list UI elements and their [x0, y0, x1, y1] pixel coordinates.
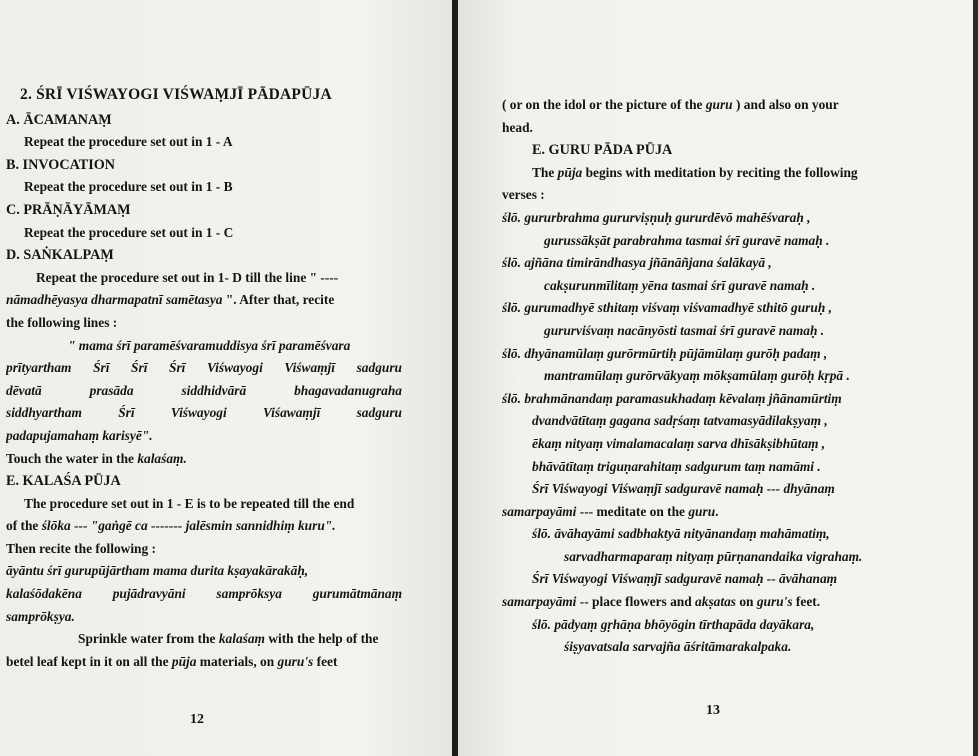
sankalpa-verse-line: " mama śrī paramēśvaramuddisya śrī paramēśvara	[68, 337, 351, 353]
section-e-heading: E. KALAŚA PŪJA	[6, 473, 121, 490]
verse-line: cakṣurunmīlitaṃ yēna tasmai śrī guravē namaḥ .	[544, 277, 816, 293]
avahana-verse-line: sarvadharmaparaṃ nityaṃ pūrṇanandaika vigrahaṃ.	[564, 548, 863, 564]
page-title: 2. ŚRĪ VIŚWAYOGI VIŚWAṂJĪ PĀDAPŪJA	[20, 86, 332, 103]
sanskrit-word: kalaśaṃ	[218, 631, 265, 647]
sanskrit-word: guru	[688, 503, 716, 519]
text-run: materials, on	[196, 653, 278, 669]
text-run: .	[715, 503, 719, 519]
section-d-line	[6, 289, 402, 312]
sanskrit-word: pūja	[171, 653, 197, 669]
text-run: feet.	[792, 594, 821, 610]
verse-line: ślō. gurumadhyē sthitaṃ viśvaṃ viśvamadhyē sthitō guruḥ ,	[502, 300, 832, 316]
avahana-line	[502, 591, 960, 614]
text-run: ". After that, recite	[222, 292, 335, 308]
sankalpa-verse-line: dēvatā prasāda siddhidvārā bhagavadanugraha	[6, 382, 402, 398]
sankalpa-verse-line: padapujamahaṃ karisyē".	[6, 427, 153, 443]
intro-line	[502, 162, 960, 185]
section-d-line	[6, 448, 402, 471]
verse-line: dvandvātītaṃ gagana sadṛśaṃ tatvamasyādilakṣyaṃ ,	[532, 413, 828, 429]
section-e-line: Then recite the following :	[6, 540, 157, 556]
text-run: Sprinkle water from the	[78, 631, 219, 647]
left-page-content	[6, 84, 402, 673]
sanskrit-word: guru's	[756, 594, 793, 610]
verse-line: ślō. dhyānamūlaṃ gurōrmūrtiḥ pūjāmūlaṃ gurōḥ padaṃ ,	[502, 345, 828, 361]
sanskrit-word: akṣatas	[695, 594, 736, 610]
text-run: ) and also on your	[732, 97, 839, 112]
section-c-heading: C. PRĀṆĀYĀMAṂ	[6, 201, 131, 218]
section-d-line: Repeat the procedure set out in 1- D till the line " ----	[36, 269, 339, 285]
padya-verse-line: ślō. pādyaṃ gṛhāṇa bhōyōgin tīrthapāda dayākara,	[532, 616, 815, 632]
sanskrit-word: pūja	[557, 164, 583, 180]
text-run: with the help of the	[264, 631, 379, 647]
section-e-line	[6, 628, 402, 651]
sanskrit-word: samarpayāmi	[502, 503, 577, 519]
sankalpa-verse-line: siddhyartham Śrī Viśwayogi Viśawaṃjī sadguru	[6, 405, 402, 421]
section-c-text: Repeat the procedure set out in 1 - C	[24, 224, 234, 240]
verse-line: mantramūlaṃ gurōrvākyaṃ mōkṣamūlaṃ gurōḥ kṛpā .	[544, 368, 850, 384]
section-d-heading: D. SAṄKALPAṂ	[6, 247, 114, 264]
section-d-line: the following lines :	[6, 314, 118, 330]
verse-line: ēkaṃ nityaṃ vimalamacalaṃ sarva dhīsākṣibhūtaṃ ,	[532, 435, 826, 451]
sanskrit-word: kalaśaṃ.	[137, 450, 187, 466]
verse-line: gururviśvaṃ nacānyōsti tasmai śrī guravē namaḥ .	[544, 322, 825, 338]
section-a-text: Repeat the procedure set out in 1 - A	[24, 134, 233, 150]
intro-line: verses :	[502, 187, 545, 203]
section-b-heading: B. INVOCATION	[6, 156, 116, 173]
kalasa-verse-line: samprōkṣya.	[6, 608, 75, 624]
left-page	[0, 0, 452, 756]
kalasa-verse-line: kalaśōdakēna pujādravyāni samprōksya gurumātmānaṃ	[6, 586, 402, 602]
dhyanam-line: Śrī Viśwayogi Viśwaṃjī sadguravē namaḥ --- dhyānaṃ	[532, 481, 835, 497]
text-run: The	[532, 164, 558, 180]
verse-line: bhāvātītaṃ triguṇarahitaṃ sadgurum taṃ namāmi .	[532, 458, 821, 474]
section-e-line	[6, 515, 402, 538]
section-e-line: The procedure set out in 1 - E is to be repeated till the end	[24, 495, 355, 511]
page-number: 13	[706, 703, 720, 718]
sanskrit-word: samarpayāmi	[502, 594, 577, 610]
text-run: of the	[6, 518, 42, 534]
text-run: begins with meditation by reciting the following	[582, 164, 858, 180]
dhyanam-line	[502, 501, 960, 524]
sankalpa-verse-line: prītyartham Śrī Śrī Śrī Viśwayogi Viśwaṃjī sadguru	[6, 360, 402, 376]
right-page	[458, 0, 973, 756]
sanskrit-phrase: nāmadhēyasya dharmapatnī samētasya	[6, 292, 223, 308]
continued-line	[502, 94, 960, 117]
continued-line: head.	[502, 119, 533, 135]
text-run: betel leaf kept in it on all the	[6, 653, 172, 669]
text-run: feet	[313, 653, 338, 669]
text-run: --- meditate on the	[576, 503, 689, 519]
verse-line: gurussākṣāt parabrahma tasmai śrī guravē namaḥ .	[544, 232, 830, 248]
section-e-line	[6, 651, 402, 674]
padya-verse-line: śiṣyavatsala sarvajña āśritāmarakalpaka.	[564, 639, 792, 655]
page-number: 12	[190, 712, 204, 727]
text-run: on	[735, 594, 757, 610]
sanskrit-word: guru's	[277, 653, 314, 669]
avahana-line: Śrī Viśwayogi Viśwaṃjī sadguravē namaḥ -- āvāhanaṃ	[532, 571, 838, 587]
right-page-content	[502, 94, 960, 659]
sanskrit-word: guru	[705, 97, 733, 112]
sanskrit-phrase: ślōka --- "gaṅgē ca ------- jalēsmin sannidhiṃ kuru".	[41, 518, 336, 534]
verse-line: ślō. brahmānandaṃ paramasukhadaṃ kēvalaṃ jñānamūrtiṃ	[502, 390, 842, 406]
page-edge	[973, 0, 978, 756]
text-run: ( or on the idol or the picture of the	[502, 97, 706, 112]
section-b-text: Repeat the procedure set out in 1 - B	[24, 179, 233, 195]
section-a-heading: A. ĀCAMANAṂ	[6, 111, 112, 128]
section-heading: E. GURU PĀDA PŪJA	[532, 142, 673, 159]
text-run: Touch the water in the	[6, 450, 138, 466]
avahana-verse-line: ślō. āvāhayāmi sadbhaktyā nityānandaṃ mahāmatiṃ,	[532, 526, 830, 542]
text-run: -- place flowers and	[576, 594, 696, 610]
verse-line: ślō. ajñāna timirāndhasya jñānāñjana śalākayā ,	[502, 255, 772, 271]
verse-line: ślō. gururbrahma gururviṣṇuḥ gururdēvō mahēśvaraḥ ,	[502, 209, 811, 225]
kalasa-verse-line: āyāntu śrī gurupūjārtham mama durita kṣayakārakāḥ,	[6, 563, 309, 579]
